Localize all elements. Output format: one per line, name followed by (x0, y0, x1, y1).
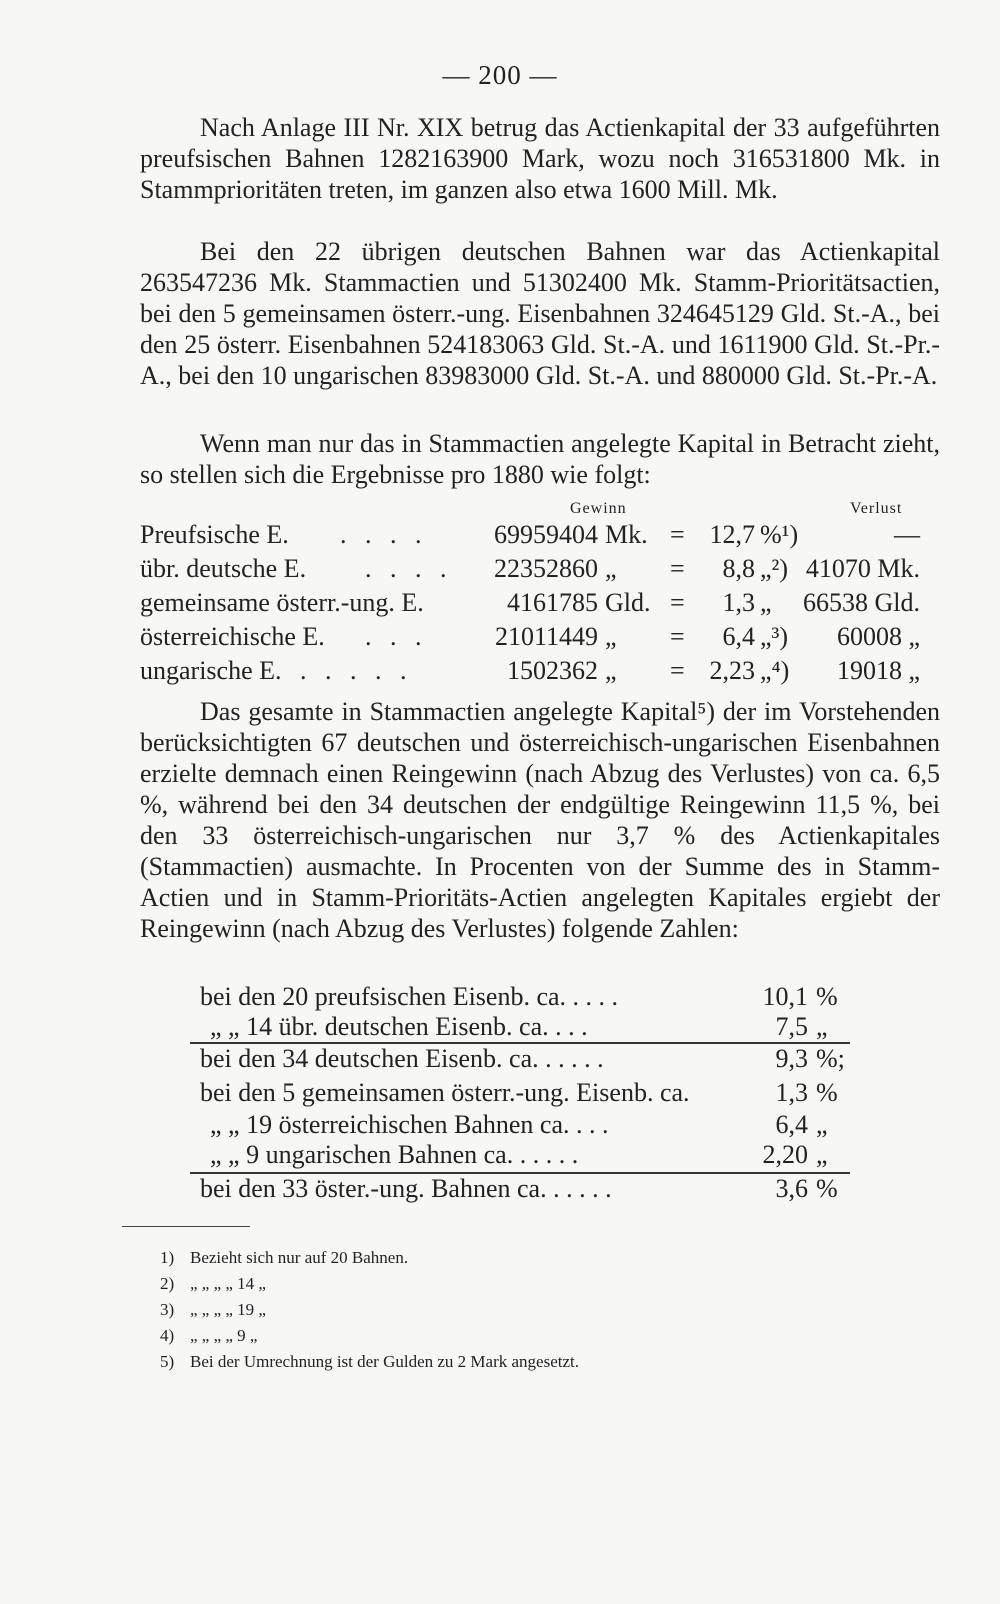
row-amount: 1502362 (507, 656, 598, 685)
summary-label: bei den 5 gemeinsamen österr.-ung. Eisenb. ca. (200, 1078, 690, 1107)
row-percent: 12,7 (709, 520, 755, 549)
paragraph-text: Wenn man nur das in Stammactien angelegte Kapital in Betracht zieht, so stellen sich die Ergebnisse pro 1880 wie folgt: (140, 429, 940, 489)
row-dots: . . . . (340, 520, 428, 549)
paragraph-text: Das gesamte in Stammactien angelegte Kapital⁵) der im Vorstehenden berücksichtigten 67 deutschen und österreichisch-ungarischen Eisenbahnen erzielte demnach einen Reingewinn (nach Abzug des Verlustes) von ca. 6,5 %, während bei den 34 deutschen der endgültige Reingewinn 11,5 %, bei den 33 österreichisch-ungarischen nur 3,7 % des Actienkapitales (Stammactien) ausmachte. In Procenten von der Summe des in Stamm-Actien und in Stamm-Prioritäts-Actien angelegten Kapitales ergiebt der Reingewinn (nach Abzug des Verlustes) folgende Zahlen: (140, 697, 940, 943)
list-item (140, 1044, 940, 1076)
list-item (140, 1140, 940, 1172)
footnote-number: 5) (160, 1352, 175, 1371)
summary-percent: „ (816, 1110, 828, 1139)
row-loss: 41070 Mk. (805, 554, 920, 583)
footnote-text: „ „ „ „ 14 „ (190, 1274, 266, 1293)
row-name: österreichische E. (140, 622, 325, 651)
table-row (140, 588, 940, 620)
summary-percent: % (816, 982, 838, 1011)
summary-value: 9,3 (775, 1044, 808, 1073)
list-item (140, 1012, 940, 1044)
list-item (140, 1078, 940, 1110)
summary-percent: „ (816, 1012, 828, 1041)
summary-value: 7,5 (775, 1012, 808, 1041)
list-item (140, 1110, 940, 1142)
row-suffix: %¹) (760, 520, 799, 549)
row-amount: 69959404 (494, 520, 598, 549)
row-loss: 66538 Gld. (803, 588, 920, 617)
footnote-number: 4) (160, 1326, 175, 1345)
row-unit: Mk. (605, 520, 648, 549)
summary-label: „ „ 9 ungarischen Bahnen ca. . . . . . (210, 1140, 579, 1169)
row-suffix: „⁴) (760, 656, 790, 685)
summary-value: 2,20 (762, 1140, 808, 1169)
summary-label: bei den 34 deutschen Eisenb. ca. . . . . . (200, 1044, 604, 1073)
summary-label: „ „ 19 österreichischen Bahnen ca. . . . (210, 1110, 609, 1139)
row-name: ungarische E. (140, 656, 282, 685)
summary-value: 10,1 (762, 982, 808, 1011)
footnote-number: 2) (160, 1274, 175, 1293)
paragraph-3 (140, 428, 940, 490)
row-suffix: „ (760, 588, 772, 617)
row-amount: 4161785 (507, 588, 598, 617)
paragraph-text: Bei den 22 übrigen deutschen Bahnen war das Actienkapital 263547236 Mk. Stammactien und 51302400 Mk. Stamm-Prioritätsactien, bei den 5 gemeinsamen österr.-ung. Eisenbahnen 324645129 Gld. St.-A., bei den 25 österr. Eisenbahnen 524183063 Gld. St.-A. und 1611900 Gld. St.-Pr.-A., bei den 10 ungarischen 83983000 Gld. St.-A. und 880000 Gld. St.-Pr.-A. (140, 237, 940, 390)
row-percent: 2,23 (709, 656, 755, 685)
paragraph-text: Nach Anlage III Nr. XIX betrug das Actienkapital der 33 aufgeführten preufsischen Bahnen 1282163900 Mark, wozu noch 316531800 Mk. in Stammprioritäten treten, im ganzen also etwa 1600 Mill. Mk. (140, 113, 940, 204)
row-percent: 6,4 (722, 622, 755, 651)
row-percent: 1,3 (722, 588, 755, 617)
paragraph-2 (140, 236, 940, 391)
footnote-number: 3) (160, 1300, 175, 1319)
row-name: übr. deutsche E. (140, 554, 307, 583)
row-equals: = (670, 588, 685, 617)
summary-label: bei den 33 öster.-ung. Bahnen ca. . . . . . (200, 1174, 612, 1203)
row-amount: 22352860 (494, 554, 598, 583)
table-row (140, 520, 940, 552)
summary-list (140, 982, 940, 1222)
row-unit: „ (605, 554, 617, 583)
table-row (140, 622, 940, 654)
row-dots: . . . . . (300, 656, 413, 685)
row-equals: = (670, 554, 685, 583)
page-number: — 200 — (442, 60, 558, 90)
results-table (140, 500, 940, 700)
summary-percent: „ (816, 1140, 828, 1169)
row-loss: — (894, 520, 920, 549)
footnote-number: 1) (160, 1248, 175, 1267)
row-unit: „ (605, 622, 617, 651)
row-loss: 60008 „ (836, 622, 920, 651)
row-percent: 8,8 (722, 554, 755, 583)
row-equals: = (670, 656, 685, 685)
paragraph-1 (140, 112, 940, 205)
row-amount: 21011449 (494, 622, 598, 651)
footnote-text: Bezieht sich nur auf 20 Bahnen. (190, 1248, 409, 1267)
footnote-text: „ „ „ „ 9 „ (190, 1326, 258, 1345)
footnotes (160, 1248, 860, 1398)
row-unit: Gld. (605, 588, 651, 617)
summary-percent: % (816, 1174, 838, 1203)
row-loss: 19018 „ (836, 656, 920, 685)
summary-value: 3,6 (775, 1174, 808, 1203)
row-equals: = (670, 622, 685, 651)
row-equals: = (670, 520, 685, 549)
paragraph-4 (140, 696, 940, 944)
row-name: Preufsische E. (140, 520, 289, 549)
header-loss: Verlust (850, 500, 903, 517)
summary-percent: % (816, 1078, 838, 1107)
footnote-text: „ „ „ „ 19 „ (190, 1300, 266, 1319)
row-name: gemeinsame österr.-ung. E. (140, 588, 424, 617)
row-dots: . . . (365, 622, 428, 651)
summary-value: 6,4 (775, 1110, 808, 1139)
row-dots: . . . . (365, 554, 453, 583)
footnote-divider (122, 1226, 250, 1227)
footnote-text: Bei der Umrechnung ist der Gulden zu 2 Mark angesetzt. (190, 1352, 579, 1371)
table-row (140, 554, 940, 586)
summary-label: bei den 20 preufsischen Eisenb. ca. . . . . (200, 982, 619, 1011)
row-suffix: „²) (760, 554, 788, 583)
row-unit: „ (605, 656, 617, 685)
summary-percent: %; (816, 1044, 845, 1073)
summary-label: „ „ 14 übr. deutschen Eisenb. ca. . . . (210, 1012, 588, 1041)
table-row (140, 656, 940, 688)
row-suffix: „³) (760, 622, 788, 651)
list-item (140, 982, 940, 1014)
summary-value: 1,3 (775, 1078, 808, 1107)
list-item (140, 1174, 940, 1206)
header-gain: Gewinn (570, 500, 627, 517)
